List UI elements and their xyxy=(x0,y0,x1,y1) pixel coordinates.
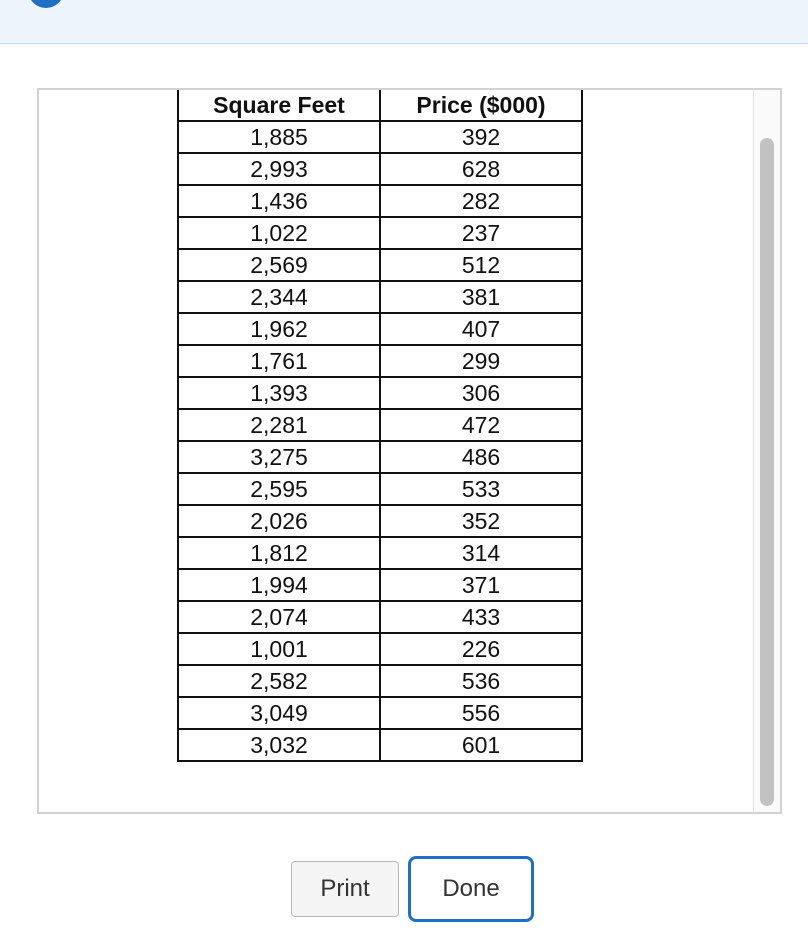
data-table xyxy=(177,90,583,762)
table-row xyxy=(178,441,582,473)
cell-square-feet: 1,761 xyxy=(178,345,380,377)
table-header-row xyxy=(178,90,582,121)
cell-price: 314 xyxy=(380,537,582,569)
cell-price: 371 xyxy=(380,569,582,601)
cell-price: 472 xyxy=(380,409,582,441)
table-row xyxy=(178,185,582,217)
cell-square-feet: 2,074 xyxy=(178,601,380,633)
cell-price: 512 xyxy=(380,249,582,281)
table-row xyxy=(178,633,582,665)
scrollbar-thumb[interactable] xyxy=(760,138,774,806)
cell-square-feet: 2,582 xyxy=(178,665,380,697)
table-row xyxy=(178,473,582,505)
cell-square-feet: 2,993 xyxy=(178,153,380,185)
table-row xyxy=(178,217,582,249)
table-row xyxy=(178,377,582,409)
table-row xyxy=(178,569,582,601)
cell-price: 282 xyxy=(380,185,582,217)
cell-price: 381 xyxy=(380,281,582,313)
cell-square-feet: 1,436 xyxy=(178,185,380,217)
column-header-square-feet: Square Feet xyxy=(178,90,380,121)
cell-price: 486 xyxy=(380,441,582,473)
table-row xyxy=(178,505,582,537)
done-button[interactable]: Done xyxy=(408,856,534,922)
cell-price: 536 xyxy=(380,665,582,697)
cell-price: 226 xyxy=(380,633,582,665)
cell-square-feet: 3,032 xyxy=(178,729,380,761)
table-row xyxy=(178,665,582,697)
table-row xyxy=(178,249,582,281)
cell-price: 556 xyxy=(380,697,582,729)
column-header-price: Price ($000) xyxy=(380,90,582,121)
cell-square-feet: 3,049 xyxy=(178,697,380,729)
table-row xyxy=(178,121,582,153)
cell-price: 628 xyxy=(380,153,582,185)
table-row xyxy=(178,281,582,313)
cell-price: 601 xyxy=(380,729,582,761)
cell-square-feet: 1,962 xyxy=(178,313,380,345)
cell-square-feet: 1,994 xyxy=(178,569,380,601)
table-row xyxy=(178,313,582,345)
cell-price: 237 xyxy=(380,217,582,249)
info-icon xyxy=(28,0,64,8)
cell-price: 299 xyxy=(380,345,582,377)
cell-price: 433 xyxy=(380,601,582,633)
print-button[interactable]: Print xyxy=(291,861,399,917)
cell-square-feet: 2,281 xyxy=(178,409,380,441)
cell-square-feet: 2,595 xyxy=(178,473,380,505)
header-bar xyxy=(0,0,808,44)
table-row xyxy=(178,601,582,633)
data-table-panel xyxy=(37,88,782,814)
cell-square-feet: 1,393 xyxy=(178,377,380,409)
cell-square-feet: 1,001 xyxy=(178,633,380,665)
cell-square-feet: 1,885 xyxy=(178,121,380,153)
cell-price: 392 xyxy=(380,121,582,153)
cell-square-feet: 2,569 xyxy=(178,249,380,281)
cell-price: 352 xyxy=(380,505,582,537)
table-row xyxy=(178,345,582,377)
cell-square-feet: 1,812 xyxy=(178,537,380,569)
table-row xyxy=(178,537,582,569)
table-row xyxy=(178,153,582,185)
table-row xyxy=(178,409,582,441)
cell-square-feet: 3,275 xyxy=(178,441,380,473)
table-row xyxy=(178,697,582,729)
cell-square-feet: 1,022 xyxy=(178,217,380,249)
cell-square-feet: 2,026 xyxy=(178,505,380,537)
cell-price: 407 xyxy=(380,313,582,345)
cell-price: 306 xyxy=(380,377,582,409)
table-body xyxy=(178,121,582,761)
vertical-scrollbar[interactable] xyxy=(753,90,780,812)
table-row xyxy=(178,729,582,761)
cell-square-feet: 2,344 xyxy=(178,281,380,313)
cell-price: 533 xyxy=(380,473,582,505)
